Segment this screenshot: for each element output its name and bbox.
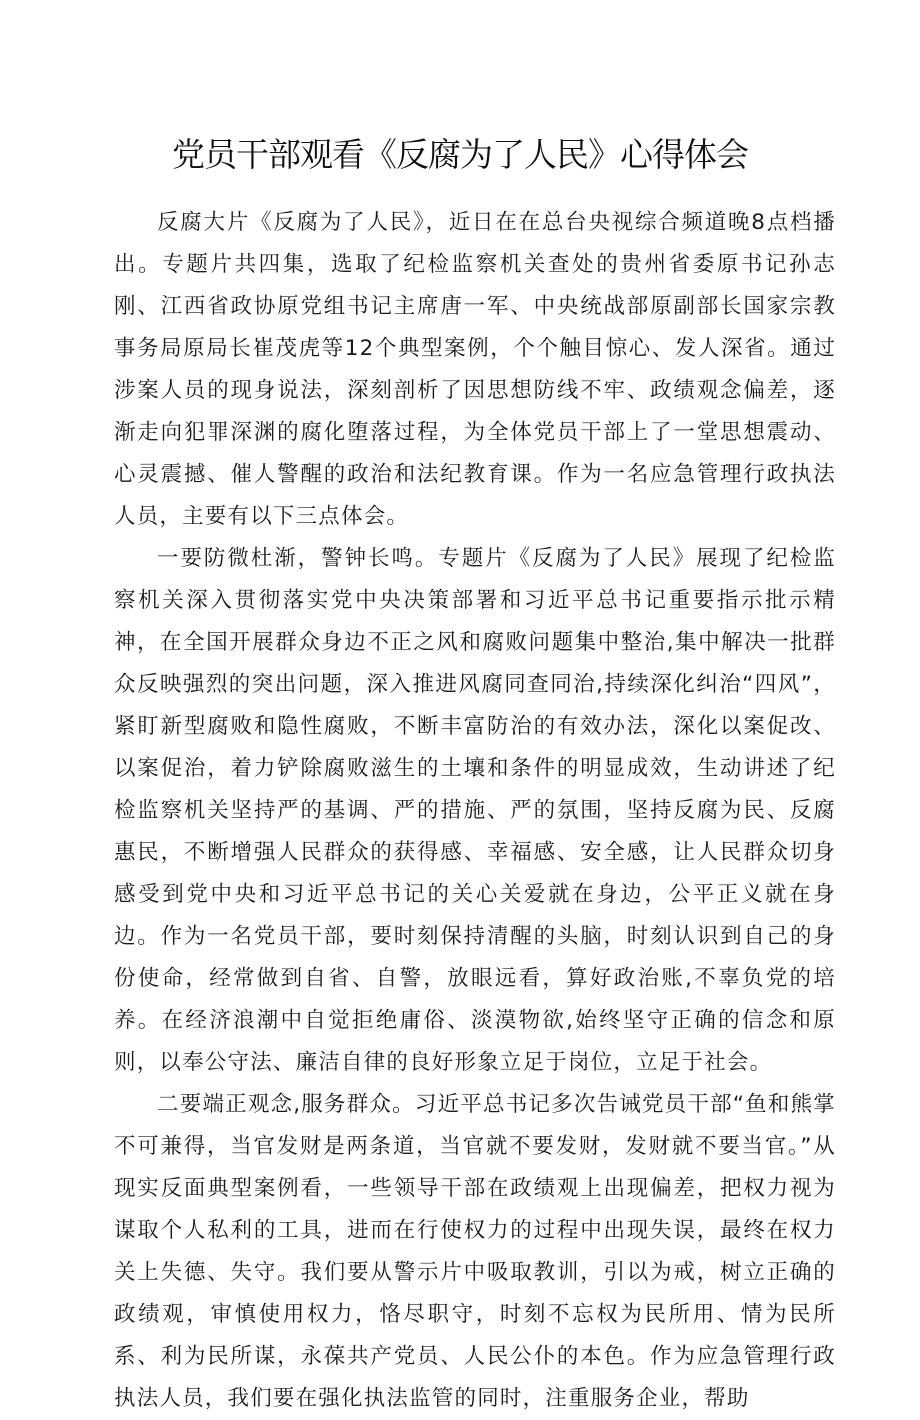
paragraph-point-two: 二要端正观念,服务群众。习近平总书记多次告诫党员干部“鱼和熊掌不可兼得，当官发财是两条道，当官就不要发财，发财就不要当官。”从现实反面典型案例看，一些领导干部在政绩观上出现偏差，把权力视为谋取个人私利的工具，进而在行使权力的过程中出现失误，最终在权力关上失德、失守。我们要从警示片中吸取教训，引以为戒，树立正确的政绩观，审慎使用权力，恪尽职守，时刻不忘权为民所用、情为民所系、利为民所谋，永葆共产党员、人民公仆的本色。作为应急管理行政执法人员，我们要在强化执法监管的同时，注重服务企业，帮助 [114,1092,836,1411]
paragraph-intro: 反腐大片《反腐为了人民》，近日在在总台央视综合频道晚8点档播出。专题片共四集，选取了纪检监察机关查处的贵州省委原书记孙志刚、江西省政协原党组书记主席唐一军、中央统战部原副部长国家宗教事务局原局长崔茂虎等12个典型案例，个个触目惊心、发人深省。通过涉案人员的现身说法，深刻剖析了因思想防线不牢、政绩观念偏差，逐渐走向犯罪深渊的腐化堕落过程，为全体党员干部上了一堂思想震动、心灵震撼、催人警醒的政治和法纪教育课。作为一名应急管理行政执法人员，主要有以下三点体会。 [114,210,836,529]
document-title: 党员干部观看《反腐为了人民》心得体会 [172,135,748,174]
document-body [114,202,836,1420]
paragraph-point-one: 一要防微杜渐，警钟长鸣。专题片《反腐为了人民》展现了纪检监察机关深入贯彻落实党中央决策部署和习近平总书记重要指示批示精神，在全国开展群众身边不正之风和腐败问题集中整治,集中解决一批群众反映强烈的突出问题，深入推进风腐同查同治,持续深化纠治“四风”，紧盯新型腐败和隐性腐败，不断丰富防治的有效办法，深化以案促改、以案促治，着力铲除腐败滋生的土壤和条件的明显成效，生动讲述了纪检监察机关坚持严的基调、严的措施、严的氛围，坚持反腐为民、反腐惠民，不断增强人民群众的获得感、幸福感、安全感，让人民群众切身感受到党中央和习近平总书记的关心关爱就在身边，公平正义就在身边。作为一名党员干部，要时刻保持清醒的头脑，时刻认识到自己的身份使命，经常做到自省、自警，放眼远看，算好政治账,不辜负党的培养。在经济浪潮中自觉拒绝庸俗、淡漠物欲,始终坚守正确的信念和原则，以奉公守法、廉洁自律的良好形象立足于岗位，立足于社会。 [114,546,836,1075]
